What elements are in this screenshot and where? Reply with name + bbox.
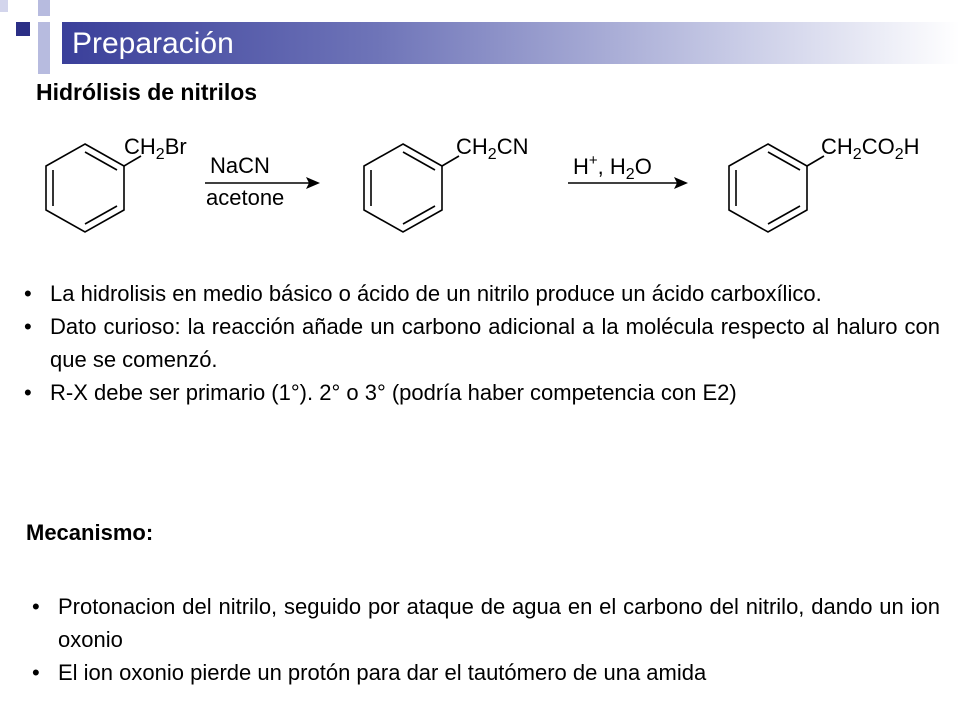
bullet-list xyxy=(50,277,940,409)
section-subtitle: Hidrólisis de nitrilos xyxy=(36,79,258,105)
mechanism-heading: Mecanismo: xyxy=(26,520,154,545)
list-item: • R-X debe ser primario (1°). 2° o 3° (podría haber competencia con E2) xyxy=(50,376,940,409)
reagent-1-bottom: acetone xyxy=(206,185,285,210)
reaction-scheme xyxy=(20,122,950,252)
list-item: • El ion oxonio pierde un protón para dar el tautómero de una amida xyxy=(58,656,940,689)
decor-square-dark xyxy=(16,22,30,36)
benzene-ring-icon xyxy=(729,144,824,232)
product-label: $CH_2CO_2H$ xyxy=(821,134,920,163)
intermediate-label: $CH_2CN$ xyxy=(456,134,529,163)
list-item: • La hidrolisis en medio básico o ácido de un nitrilo produce un ácido carboxílico. xyxy=(50,277,940,310)
benzene-ring-icon xyxy=(364,144,459,232)
page-title: Preparación xyxy=(72,27,234,60)
list-item: • Protonacion del nitrilo, seguido por ataque de agua en el carbono del nitrilo, dando un ion oxonio xyxy=(58,590,940,656)
reagent-1-top: NaCN xyxy=(210,153,270,178)
reagent-2-label: H+, $H_2O$ xyxy=(573,152,652,183)
reactant-label: $CH_2Br$ xyxy=(124,134,187,163)
list-item: • Dato curioso: la reacción añade un carbono adicional a la molécula respecto al haluro con que se comenzó. xyxy=(50,310,940,376)
decor-square-light xyxy=(38,0,50,16)
mechanism-list xyxy=(58,590,940,689)
decor-square-light xyxy=(38,22,50,74)
decor-square-light xyxy=(0,0,8,12)
